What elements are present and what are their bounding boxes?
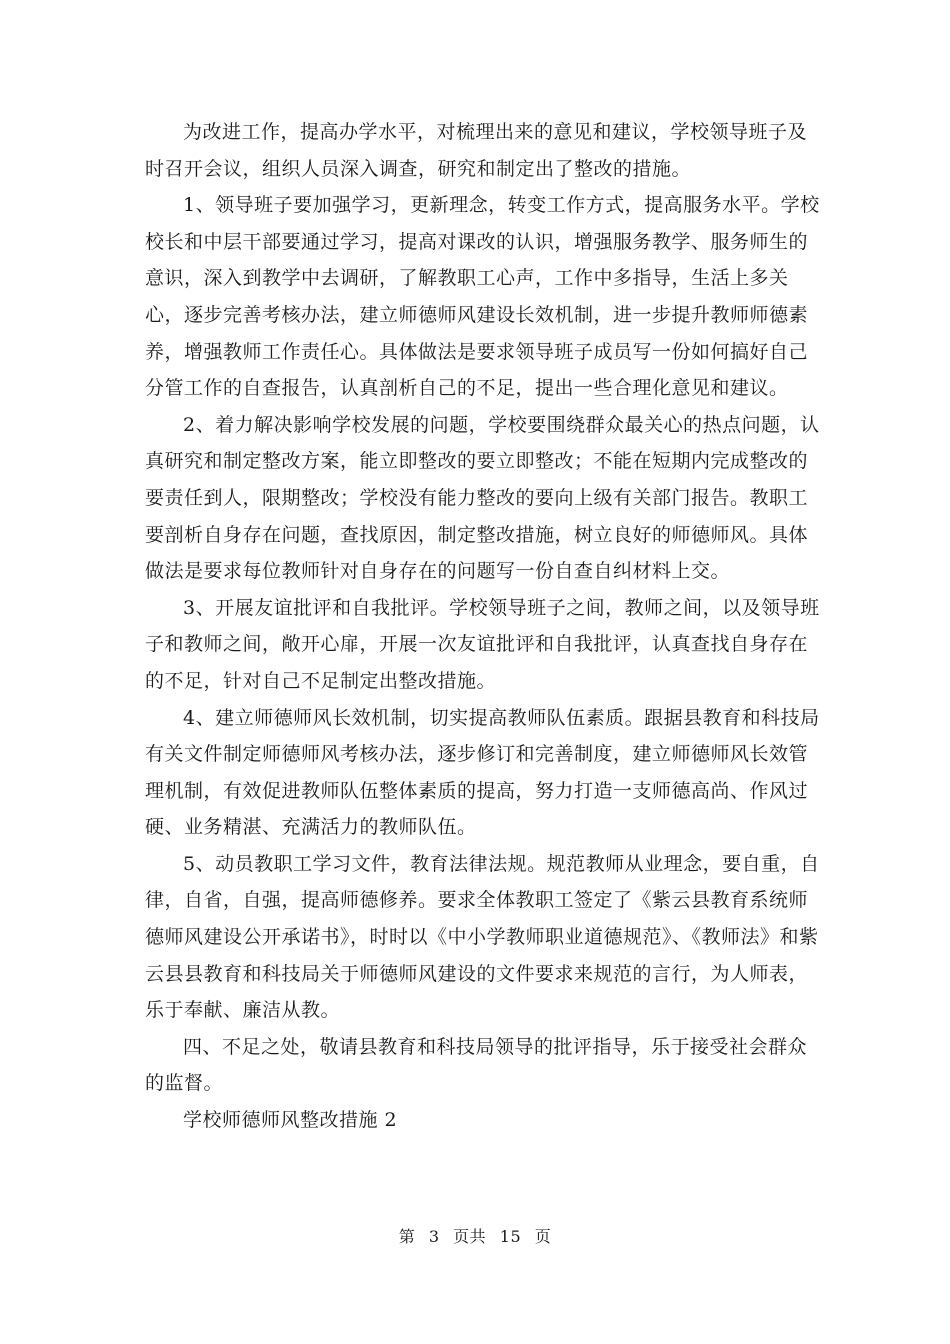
paragraph-line: 时召开会议，组织人员深入调查，研究和制定出了整改的措施。 <box>145 157 692 180</box>
paragraph-line: 子和教师之间，敞开心扉，开展一次友谊批评和自我批评，认真查找自身存在 <box>145 633 809 656</box>
current-page-number: 3 <box>428 1227 440 1246</box>
paragraph-line: 要剖析自身存在问题，查找原因，制定整改措施，树立良好的师德师风。具体 <box>145 523 809 546</box>
paragraph-line: 心，逐步完善考核办法，建立师德师风建设长效机制，进一步提升教师师德素 <box>145 303 809 326</box>
paragraph-line: 理机制，有效促进教师队伍整体素质的提高，努力打造一支师德高尚、作风过 <box>145 779 809 802</box>
paragraph-line: 有关文件制定师德师风考核办法，逐步修订和完善制度，建立师德师风长效管 <box>145 743 809 766</box>
paragraph-line: 要责任到人，限期整改；学校没有能力整改的要向上级有关部门报告。教职工 <box>145 486 809 509</box>
paragraph-line: 的不足，针对自己不足制定出整改措施。 <box>145 669 497 692</box>
paragraph-line: 1、领导班子要加强学习，更新理念，转变工作方式，提高服务水平。学校 <box>183 194 820 217</box>
paragraph-line: 云县县教育和科技局关于师德师风建设的文件要求来规范的言行，为人师表， <box>145 962 809 985</box>
paragraph-line: 乐于奉献、廉洁从教。 <box>145 999 341 1022</box>
paragraph-line: 分管工作的自查报告，认真剖析自己的不足，提出一些合理化意见和建议。 <box>145 377 789 400</box>
paragraph-line: 2、着力解决影响学校发展的问题，学校要围绕群众最关心的热点问题，认 <box>183 413 820 436</box>
total-page-count: 15 <box>499 1227 522 1246</box>
paragraph-line: 为改进工作，提高办学水平，对梳理出来的意见和建议，学校领导班子及 <box>183 121 808 143</box>
paragraph-line: 四、不足之处，敬请县教育和科技局领导的批评指导，乐于接受社会群众 <box>183 1035 808 1058</box>
paragraph-line: 5、动员教职工学习文件，教育法律法规。规范教师从业理念，要自重，自 <box>183 852 820 875</box>
paragraph-line: 做法是要求每位教师针对自身存在的问题写一份自查自纠材料上交。 <box>145 560 731 583</box>
footer-prefix: 第 <box>398 1227 416 1246</box>
paragraph-line: 养，增强教师工作责任心。具体做法是要求领导班子成员写一份如何搞好自己 <box>145 340 809 363</box>
paragraph-line: 校长和中层干部要通过学习，提高对课改的认识，增强服务教学、服务师生的 <box>145 230 809 253</box>
paragraph-line: 律，自省，自强，提高师德修养。要求全体教职工签定了《紫云县教育系统师 <box>145 889 809 912</box>
footer-suffix: 页 <box>534 1227 552 1246</box>
paragraph-line: 3、开展友谊批评和自我批评。学校领导班子之间，教师之间，以及领导班 <box>183 596 820 619</box>
paragraph-line: 德师风建设公开承诺书》，时时以《中小学教师职业道德规范》、《教师法》和紫 <box>145 926 819 949</box>
section-heading: 学校师德师风整改措施 2 <box>183 1109 398 1132</box>
paragraph-line: 意识，深入到教学中去调研，了解教职工心声，工作中多指导，生活上多关 <box>145 267 789 290</box>
paragraph-line: 硬、业务精湛、充满活力的教师队伍。 <box>145 816 477 839</box>
document-body <box>145 114 820 1139</box>
paragraph-line: 真研究和制定整改方案，能立即整改的要立即整改；不能在短期内完成整改的 <box>145 450 809 473</box>
paragraph-line: 的监督。 <box>145 1072 224 1095</box>
footer-middle: 页共 <box>453 1227 487 1246</box>
paragraph-line: 4、建立师德师风长效机制，切实提高教师队伍素质。跟据县教育和科技局 <box>183 706 820 729</box>
page-footer <box>0 1226 950 1248</box>
